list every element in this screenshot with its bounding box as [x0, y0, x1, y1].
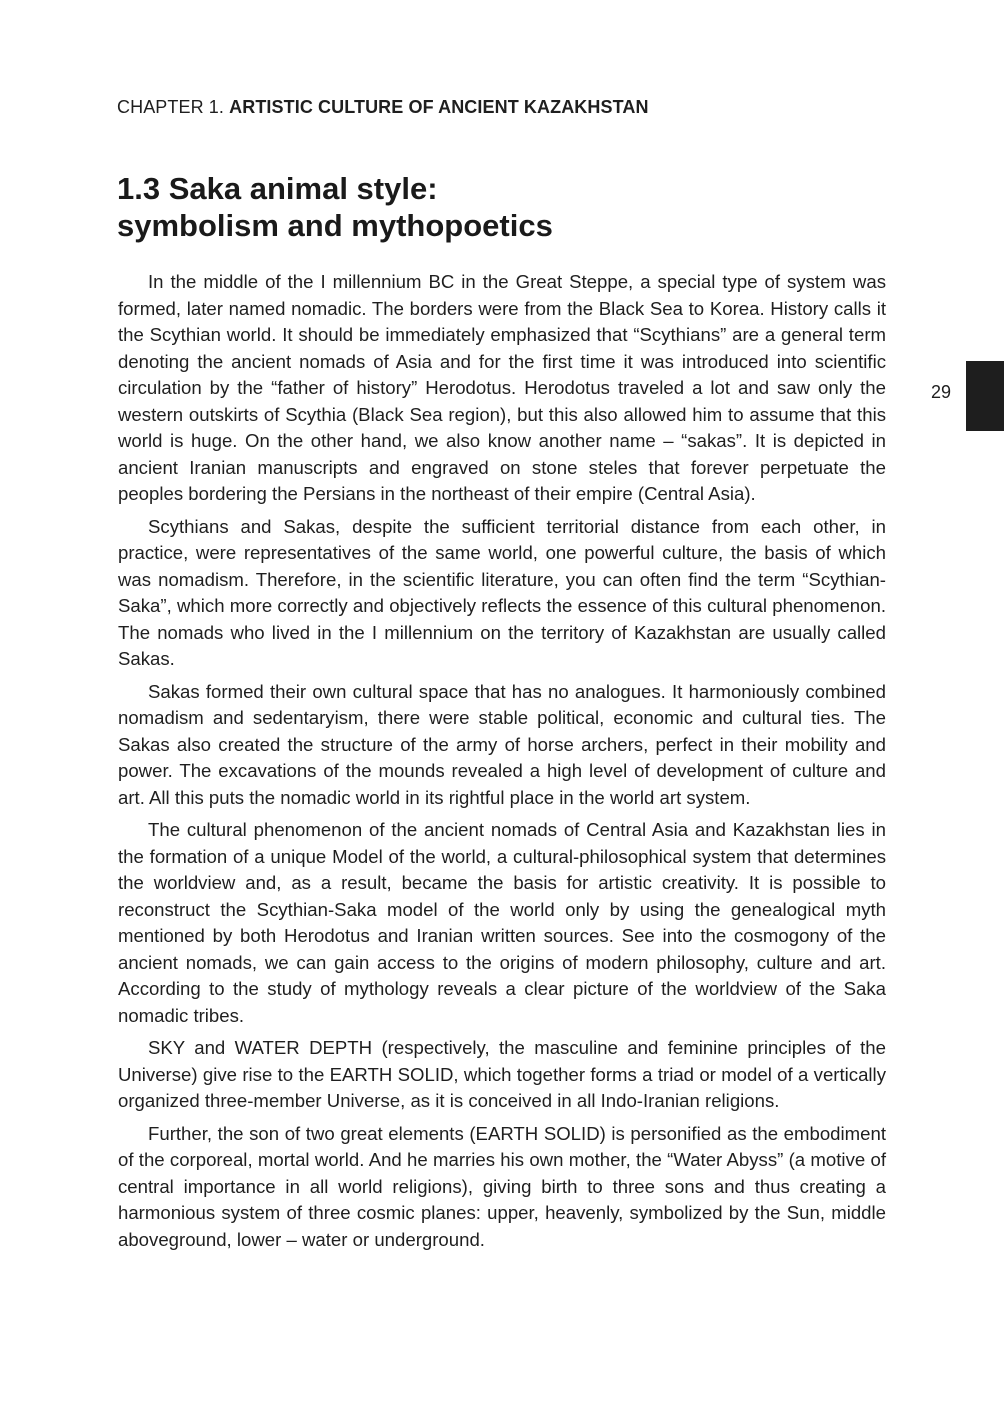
section-heading-line-2: symbolism and mythopoetics [117, 208, 553, 243]
section-heading [117, 170, 887, 244]
paragraph-2: Scythians and Sakas, despite the sufficient territorial distance from each other, in practice, were representatives of the same world, one powerful culture, the basis of which was nomadism. Therefore, in the scientific literature, you can often find the term “Scythian-Saka”, which more correctly and objectively reflects the essence of this cultural phenomenon. The nomads who lived in the I millennium on the territory of Kazakhstan are usually called Sakas. [118, 515, 886, 669]
page-number: 29 [930, 382, 952, 402]
paragraph-1: In the middle of the I millennium BC in the Great Steppe, a special type of system was formed, later named nomadic. The borders were from the Black Sea to Korea. History calls it the Scythian world. It should be immediately emphasized that “Scythians” are a general term denoting the ancient nomads of Asia and for the first time it was introduced into scientific circulation by the “father of history” Herodotus. Herodotus traveled a lot and saw only the western outskirts of Scythia (Black Sea region), but this also allowed him to assume that this world is huge. On the other hand, we also know another name – “sakas”. It is depicted in ancient Iranian manuscripts and engraved on stone steles that forever perpetuate the peoples bordering the Persians in the northeast of their empire (Central Asia). [118, 271, 886, 504]
chapter-title: ARTISTIC CULTURE OF ANCIENT KAZAKHSTAN [229, 97, 649, 117]
paragraph-6: Further, the son of two great elements (EARTH SOLID) is personified as the embodiment of the corporeal, mortal world. And he marries his own mother, the “Water Abyss” (a motive of central importance in all world religions), giving birth to three sons and thus creating a harmonious system of three cosmic planes: upper, heavenly, symbolized by the Sun, middle aboveground, lower – water or underground. [118, 1122, 886, 1250]
section-heading-line-1: 1.3 Saka animal style: [117, 171, 438, 206]
paragraph-4: The cultural phenomenon of the ancient nomads of Central Asia and Kazakhstan lies in the formation of a unique Model of the world, a cultural-philosophical system that determines the worldview and, as a result, became the basis for artistic creativity. It is possible to reconstruct the Scythian-Saka model of the world only by using the genealogical myth mentioned by both Herodotus and Iranian written sources. See into the cosmogony of the ancient nomads, we can gain access to the origins of modern philosophy, culture and art. According to the study of mythology reveals a clear picture of the worldview of the Saka nomadic tribes. [118, 819, 886, 1026]
body-text [118, 269, 886, 1259]
chapter-label: CHAPTER 1. [117, 97, 230, 117]
running-header [117, 97, 649, 118]
paragraph-3: Sakas formed their own cultural space that has no analogues. It harmoniously combined nomadism and sedentaryism, there were stable political, economic and cultural ties. The Sakas also created the structure of the army of horse archers, perfect in their mobility and power. The excavations of the mounds revealed a high level of development of culture and art. All this puts the nomadic world in its rightful place in the world art system. [118, 680, 886, 808]
chapter-thumb-tab [966, 361, 1004, 431]
paragraph-5: SKY and WATER DEPTH (respectively, the masculine and feminine principles of the Universe) give rise to the EARTH SOLID, which together forms a triad or model of a vertically organized three-member Universe, as it is conceived in all Indo-Iranian religions. [118, 1037, 886, 1111]
